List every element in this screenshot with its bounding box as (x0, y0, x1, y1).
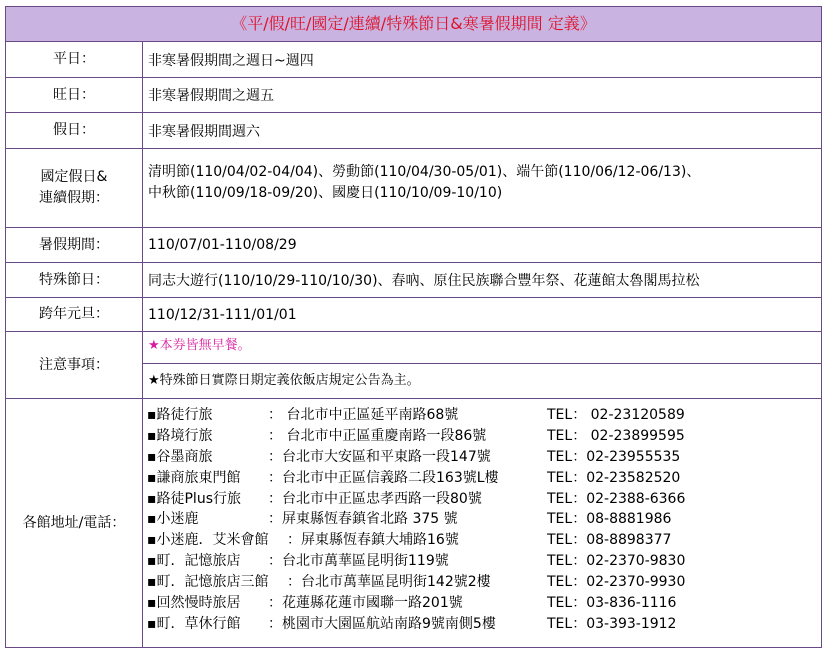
list-item (147, 447, 821, 468)
row-label: 注意事項： (6, 332, 143, 398)
note-special-days: ★特殊節日實際日期定義依飯店規定公告為主。 (148, 373, 420, 388)
branch-address: ：台北市中正區信義路二段163號L樓 (268, 469, 499, 486)
branch-address: ：花蓮縣花蓮市國聯一路201號 (268, 595, 463, 612)
branch-phone: TEL：08-8881986 (547, 511, 672, 528)
row-label: 平日： (6, 42, 143, 77)
branch-name: ▪小迷鹿．艾米會館 (147, 532, 269, 549)
row-value: 同志大遊行(110/10/29-110/10/30)、春吶、原住民族聯合豐年祭、花蓮館太魯閣馬拉松 (148, 273, 700, 289)
list-item (147, 489, 821, 510)
branch-address: ：台北市中正區忠孝西路一段80號 (268, 490, 482, 507)
branch-address: ： 台北市中正區重慶南路一段86號 (268, 427, 487, 444)
branch-address: ：台北市萬華區昆明街142號2樓 (287, 574, 491, 591)
table-row-weekday (6, 42, 821, 78)
row-label: 跨年元旦： (6, 298, 143, 331)
list-item (147, 572, 821, 593)
row-value (148, 149, 817, 240)
branch-name: ▪小迷鹿 (147, 511, 199, 528)
table-row-special-days (6, 263, 821, 298)
branch-phone: TEL： 02-23120589 (547, 407, 685, 423)
table-row-notes (6, 332, 821, 399)
row-label: 各館地址/電話： (6, 399, 143, 647)
row-value-line1: 清明節(110/04/02-04/04)、勞動節(110/04/30-05/01)、端午節(110/06/12-06/13)、 (148, 164, 701, 180)
row-value: 非寒暑假期間之週五 (148, 88, 274, 104)
branch-name: ▪町．記憶旅店三館 (147, 574, 269, 591)
row-label-line1: 國定假日& (40, 169, 108, 185)
list-item (147, 405, 821, 426)
branch-name: ▪謙商旅東門館 (147, 469, 241, 486)
row-label: 旺日： (6, 78, 143, 112)
branch-name: ▪回然慢時旅居 (147, 595, 241, 612)
list-item (147, 530, 821, 551)
branch-phone: TEL：02-23955535 (547, 448, 681, 465)
branch-phone: TEL：02-23582520 (547, 469, 681, 486)
branch-address: ：屏東縣恆春鎮省北路 375 號 (268, 511, 458, 528)
list-item (147, 593, 821, 614)
row-value: 110/07/01-110/08/29 (148, 237, 297, 253)
row-value: 110/12/31-111/01/01 (148, 306, 297, 323)
table-row-new-year (6, 298, 821, 332)
list-item (147, 468, 821, 489)
branch-address: ：桃園市大園區航站南路9號南側5樓 (268, 615, 496, 632)
branch-name: ▪町．草休行館 (147, 615, 241, 632)
branch-phone: TEL：03-836-1116 (547, 595, 677, 612)
branch-name: ▪谷墨商旅 (147, 448, 213, 465)
row-value-line2: 中秋節(110/09/18-09/20)、國慶日(110/10/09-10/10) (148, 185, 503, 201)
row-value: 非寒暑假期間之週日~週四 (148, 52, 314, 69)
branch-address: ：屏東縣恆春鎮大埔路16號 (287, 532, 459, 549)
table-row-peak-day (6, 78, 821, 113)
row-label: 假日： (6, 113, 143, 148)
row-label (6, 149, 143, 227)
branch-phone: TEL：08-8898377 (547, 532, 672, 549)
list-item (147, 551, 821, 572)
branch-phone: TEL：02-2370-9830 (547, 553, 686, 570)
definition-table (5, 6, 822, 648)
branch-name: ▪町．記憶旅店 (147, 553, 241, 570)
branch-phone: TEL： 02-23899595 (547, 427, 685, 444)
branch-address: ：台北市萬華區昆明街119號 (268, 553, 449, 570)
row-value: 非寒暑假期間週六 (148, 123, 260, 140)
table-title: 《平/假/旺/國定/連續/特殊節日&寒暑假期間 定義》 (6, 7, 821, 42)
table-row-national-holidays (6, 149, 821, 228)
table-row-branches (6, 399, 821, 647)
table-row-summer (6, 228, 821, 263)
list-item (147, 426, 821, 447)
branch-phone: TEL：03-393-1912 (547, 615, 677, 632)
table-row-holiday (6, 113, 821, 149)
branch-address: ： 台北市中正區延平南路68號 (268, 407, 459, 423)
branch-name: ▪路徒Plus行旅 (147, 490, 241, 507)
row-label: 暑假期間： (6, 228, 143, 262)
row-label: 特殊節日： (6, 263, 143, 297)
list-item (147, 509, 821, 530)
branch-phone: TEL：02-2388-6366 (547, 490, 686, 507)
branch-list (147, 405, 821, 635)
branch-name: ▪路徒行旅 (147, 407, 213, 423)
branch-address: ：台北市大安區和平東路一段147號 (268, 448, 491, 465)
note-no-breakfast: ★本券皆無早餐。 (143, 332, 821, 364)
branch-name: ▪路境行旅 (147, 427, 213, 444)
branch-phone: TEL：02-2370-9930 (547, 574, 686, 591)
list-item (147, 614, 821, 635)
row-label-line2: 連續假期： (39, 190, 109, 206)
